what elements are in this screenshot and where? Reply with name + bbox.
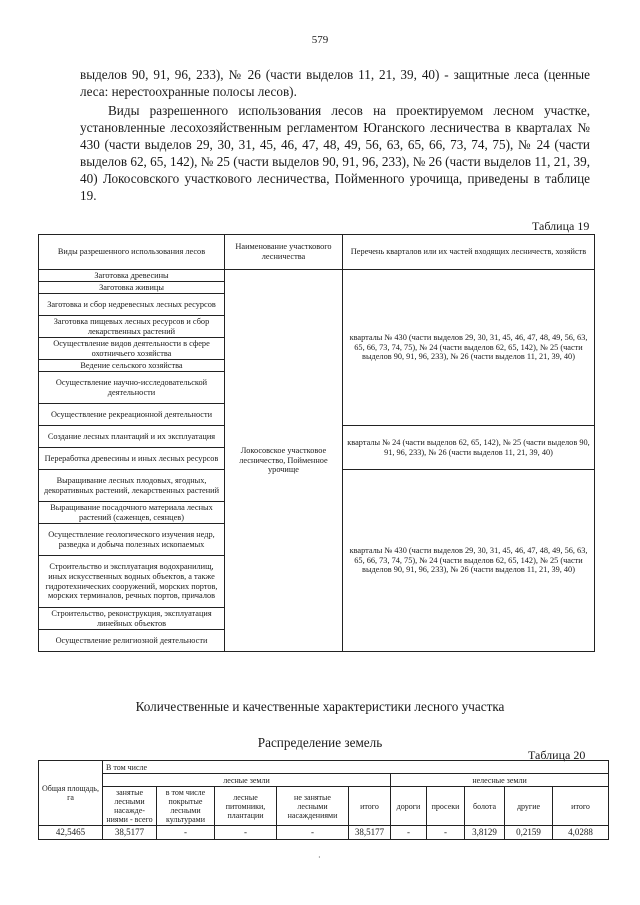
t19-header-uses: Виды разрешенного использования лесов bbox=[39, 235, 225, 270]
t19-activity: Осуществление научно-исследовательской деятельности bbox=[39, 372, 225, 404]
t20-cell: 38,5177 bbox=[349, 826, 391, 840]
t19-activity: Заготовка живицы bbox=[39, 282, 225, 294]
t20-cell: - bbox=[391, 826, 427, 840]
t20-sub-header: занятые лесными насажде-ниями - всего bbox=[103, 787, 157, 826]
heading-land-distribution: Распределение земель bbox=[257, 735, 383, 750]
t20-header-nonforest-lands: нелесные земли bbox=[391, 774, 609, 787]
t20-sub-header: другие bbox=[505, 787, 553, 826]
t20-sub-header: итого bbox=[553, 787, 609, 826]
t20-header-including: В том числе bbox=[103, 761, 609, 774]
t19-quarters-group-3: кварталы № 430 (части выделов 29, 30, 31, 45, 46, 47, 48, 49, 56, 63, 65, 66, 73, 74, 75), № 24 (части выделов 62, 65, 142), № 25 (части выделов 90, 91, 96, 233), № 26 (части выделов 11, 21, 39, 40) bbox=[343, 470, 595, 652]
t20-cell: - bbox=[277, 826, 349, 840]
table-19-permitted-uses bbox=[38, 234, 595, 652]
t19-activity: Создание лесных плантаций и их эксплуатация bbox=[39, 426, 225, 448]
t19-activity: Заготовка и сбор недревесных лесных ресурсов bbox=[39, 294, 225, 316]
t19-activity: Переработка древесины и иных лесных ресурсов bbox=[39, 448, 225, 470]
t20-sub-header: просеки bbox=[427, 787, 465, 826]
t19-activity: Осуществление религиозной деятельности bbox=[39, 630, 225, 652]
t20-sub-header: в том числе покрытые лесными культурами bbox=[157, 787, 215, 826]
t20-cell: - bbox=[157, 826, 215, 840]
t19-activity: Осуществление видов деятельности в сфере охотничьего хозяйства bbox=[39, 338, 225, 360]
t20-sub-header: дороги bbox=[391, 787, 427, 826]
t20-cell: 38,5177 bbox=[103, 826, 157, 840]
t20-sub-header: лесные питомники, плантации bbox=[215, 787, 277, 826]
bottom-mark: · bbox=[318, 853, 321, 862]
t20-header-total-area: Общая площадь, га bbox=[39, 761, 103, 826]
t19-activity: Строительство, реконструкция, эксплуатация линейных объектов bbox=[39, 608, 225, 630]
paragraph-protective-forests: выделов 90, 91, 96, 233), № 26 (части выделов 11, 21, 39, 40) - защитные леса (ценные леса: нерестоохранные полосы лесов). bbox=[80, 67, 590, 99]
t20-cell: 42,5465 bbox=[39, 826, 103, 840]
t19-header-quarters: Перечень кварталов или их частей входящих лесничеств, хозяйств bbox=[343, 235, 595, 270]
t20-cell: 4,0288 bbox=[553, 826, 609, 840]
t19-activity: Осуществление геологического изучения недр, разведка и добыча полезных ископаемых bbox=[39, 524, 225, 556]
t19-activity: Выращивание лесных плодовых, ягодных, декоративных растений, лекарственных растений bbox=[39, 470, 225, 502]
t19-quarters-group-2: кварталы № 24 (части выделов 62, 65, 142), № 25 (части выделов 90, 91, 96, 233), № 26 (части выделов 11, 21, 39, 40) bbox=[343, 426, 595, 470]
t20-cell: - bbox=[427, 826, 465, 840]
t20-cell: 3,8129 bbox=[465, 826, 505, 840]
t20-header-forest-lands: лесные земли bbox=[103, 774, 391, 787]
t19-activity: Выращивание посадочного материала лесных растений (саженцев, сеянцев) bbox=[39, 502, 225, 524]
t20-sub-header: болота bbox=[465, 787, 505, 826]
table-20-land-distribution bbox=[38, 760, 609, 840]
t19-quarters-group-1: кварталы № 430 (части выделов 29, 30, 31, 45, 46, 47, 48, 49, 56, 63, 65, 66, 73, 74, 75), № 24 (части выделов 62, 65, 142), № 25 (части выделов 90, 91, 96, 233), № 26 (части выделов 11, 21, 39, 40) bbox=[343, 270, 595, 426]
t20-sub-header: итого bbox=[349, 787, 391, 826]
table19-caption: Таблица 19 bbox=[532, 219, 590, 233]
paragraph-permitted-uses: Виды разрешенного использования лесов на проектируемом лесном участке, установленные лесохозяйственным регламентом Юганского лесничества в кварталах № 430 (части выделов 29, 30, 31, 45, 46, 47, 48, 49, 56, 63, 65, 66, 73, 74, 75), № 24 (части выделов 62, 65, 142), № 25 (части выделов 90, 91, 96, 233), № 26 (части выделов 11, 21, 39, 40) Локосовского участкового лесничества, Пойменного урочища, приведены в таблице 19. bbox=[80, 103, 590, 203]
t19-forestry-name: Локосовское участковое лесничество, Пойменное урочище bbox=[225, 270, 343, 652]
t20-cell: - bbox=[215, 826, 277, 840]
t19-activity: Заготовка древесины bbox=[39, 270, 225, 282]
page-number: 579 bbox=[311, 34, 329, 46]
t19-activity: Осуществление рекреационной деятельности bbox=[39, 404, 225, 426]
t19-activity: Строительство и эксплуатация водохранилищ, иных искусственных водных объектов, а также гидротехнических сооружений, морских портов, морских терминалов, речных портов, причалов bbox=[39, 556, 225, 608]
t20-cell: 0,2159 bbox=[505, 826, 553, 840]
t19-activity: Ведение сельского хозяйства bbox=[39, 360, 225, 372]
heading-characteristics: Количественные и качественные характеристики лесного участка bbox=[135, 699, 505, 714]
t19-activity: Заготовка пищевых лесных ресурсов и сбор лекарственных растений bbox=[39, 316, 225, 338]
table20-caption: Таблица 20 bbox=[528, 748, 586, 762]
t19-header-forestry: Наименование участкового лесничества bbox=[225, 235, 343, 270]
t20-sub-header: не занятые лесными насаждениями bbox=[277, 787, 349, 826]
